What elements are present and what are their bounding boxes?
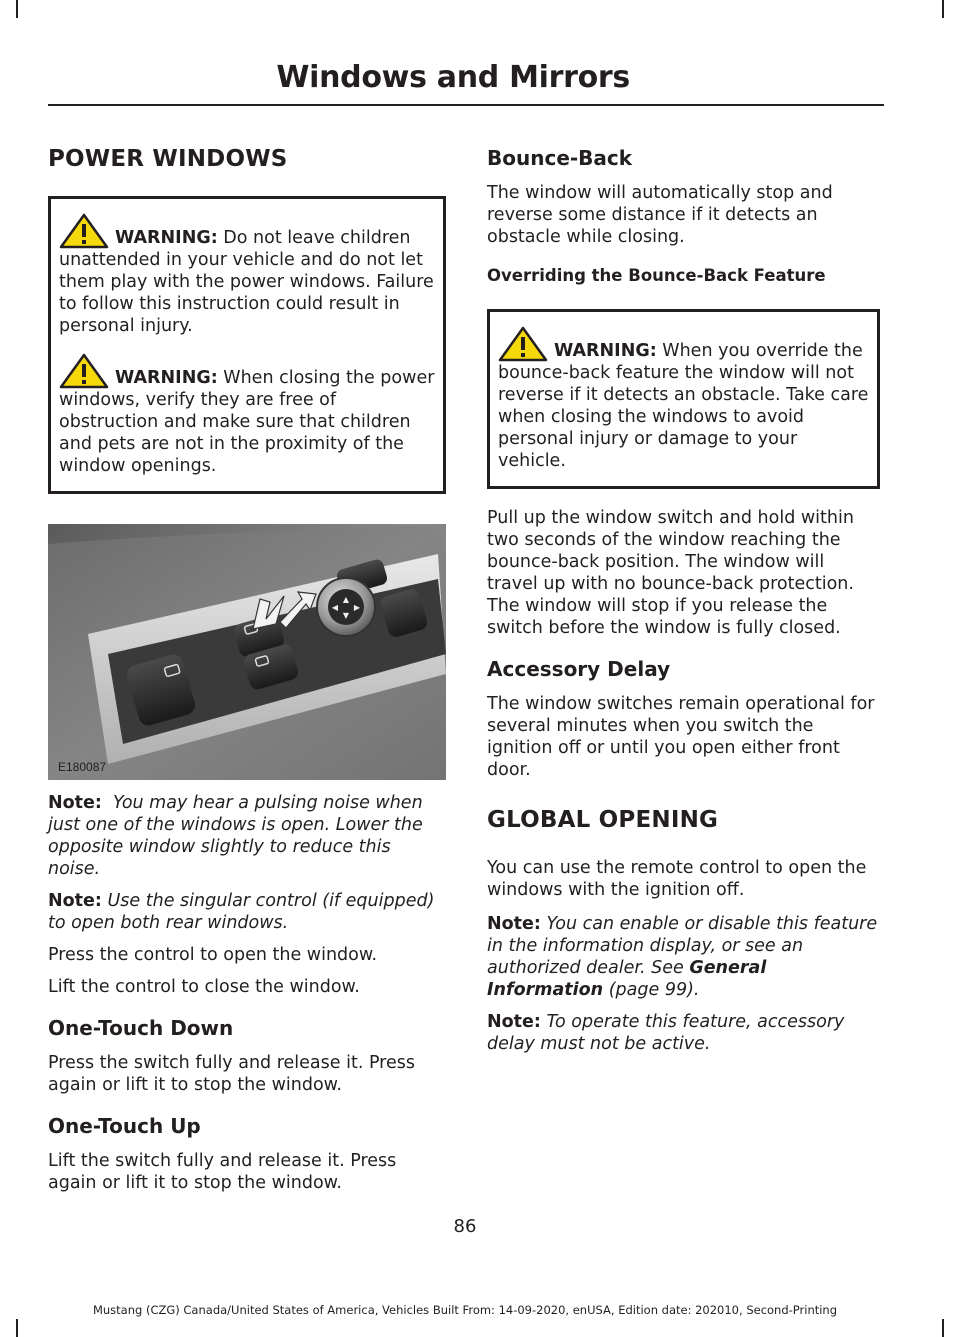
note xyxy=(48,890,446,934)
warning-triangle-icon xyxy=(59,213,109,249)
section-title: Windows and Mirrors xyxy=(276,60,630,95)
global-opening-heading: GLOBAL OPENING xyxy=(487,807,719,833)
bounce-back-heading: Bounce-Back xyxy=(487,146,633,170)
warning-triangle-icon xyxy=(498,326,548,362)
warning-paragraph xyxy=(59,353,435,477)
warning-label: WARNING: xyxy=(115,368,218,388)
warning-paragraph xyxy=(59,213,435,337)
warning-triangle-icon xyxy=(59,353,109,389)
crop-mark xyxy=(942,1319,944,1337)
override-heading: Overriding the Bounce-Back Feature xyxy=(487,266,826,285)
right-column xyxy=(487,146,880,1065)
body-text: Lift the control to close the window. xyxy=(48,977,360,997)
note-text: To operate this feature, accessory delay must not be active. xyxy=(487,1012,845,1054)
one-touch-up-heading: One-Touch Up xyxy=(48,1114,201,1138)
svg-text:▲: ▲ xyxy=(342,595,350,604)
footer-text: Mustang (CZG) Canada/United States of America, Vehicles Built From: 14-09-2020, enUSA, Edition date: 202010, Second-Printing xyxy=(92,1303,838,1317)
body-text: Press the control to open the window. xyxy=(48,945,378,965)
body-text: Pull up the window switch and hold within two seconds of the window reaching the bounce-back position. The window will travel up with no bounce-back protection. The window will stop if you release the switch before the window is fully closed. xyxy=(487,508,854,638)
note-label: Note: xyxy=(487,1012,541,1032)
note-label: Note: xyxy=(48,891,102,911)
body-text: You can use the remote control to open the windows with the ignition off. xyxy=(487,858,867,900)
note-label: Note: xyxy=(487,914,541,934)
note xyxy=(487,1011,880,1055)
body-text: The window will automatically stop and reverse some distance if it detects an obstacle while closing. xyxy=(487,183,833,247)
svg-text:▶: ▶ xyxy=(353,603,361,612)
warning-box xyxy=(487,309,880,489)
header-divider xyxy=(48,104,884,106)
warning-box xyxy=(48,196,446,494)
general-information-link[interactable]: General Information xyxy=(487,958,767,1000)
page-reference: (page 99). xyxy=(608,980,700,1000)
crop-mark xyxy=(16,1319,18,1337)
body-text: The window switches remain operational for several minutes when you switch the ignition off or until you open either front door. xyxy=(487,694,875,780)
svg-text:▼: ▼ xyxy=(342,611,350,620)
power-windows-heading: POWER WINDOWS xyxy=(48,146,288,172)
warning-label: WARNING: xyxy=(554,341,657,361)
left-column xyxy=(48,146,446,1204)
warning-paragraph xyxy=(498,326,869,472)
warning-label: WARNING: xyxy=(115,228,218,248)
warning-text: Do not leave children unattended in your vehicle and do not let them play with the power windows. Failure to follow this instruction could result in personal injury. xyxy=(59,228,434,336)
note xyxy=(487,913,880,1001)
body-text: Press the switch fully and release it. Press again or lift it to stop the window. xyxy=(48,1053,415,1095)
figure-label: E180087 xyxy=(58,760,107,774)
page-number: 86 xyxy=(453,1216,477,1237)
crop-mark xyxy=(16,0,18,18)
note-text: You may hear a pulsing noise when just one of the windows is open. Lower the opposite window slightly to reduce this noise. xyxy=(48,793,423,879)
warning-text: When closing the power windows, verify they are free of obstruction and make sure that children and pets are not in the proximity of the window openings. xyxy=(59,368,435,476)
accessory-delay-heading: Accessory Delay xyxy=(487,657,671,681)
crop-mark xyxy=(942,0,944,18)
warning-text: When you override the bounce-back feature the window will not reverse if it detects an obstacle. Take care when closing the windows to avoid personal injury or damage to your vehicle. xyxy=(498,341,869,471)
door-panel-image xyxy=(48,524,446,780)
note-text: Use the singular control (if equipped) to open both rear windows. xyxy=(48,891,435,933)
window-switch-illustration xyxy=(48,524,446,780)
note xyxy=(48,792,446,880)
svg-text:◀: ◀ xyxy=(331,603,339,612)
note-text: You can enable or disable this feature in the information display, or see an authorized dealer. See xyxy=(487,914,878,978)
one-touch-down-heading: One-Touch Down xyxy=(48,1016,234,1040)
note-label: Note: xyxy=(48,793,102,813)
body-text: Lift the switch fully and release it. Press again or lift it to stop the window. xyxy=(48,1151,397,1193)
